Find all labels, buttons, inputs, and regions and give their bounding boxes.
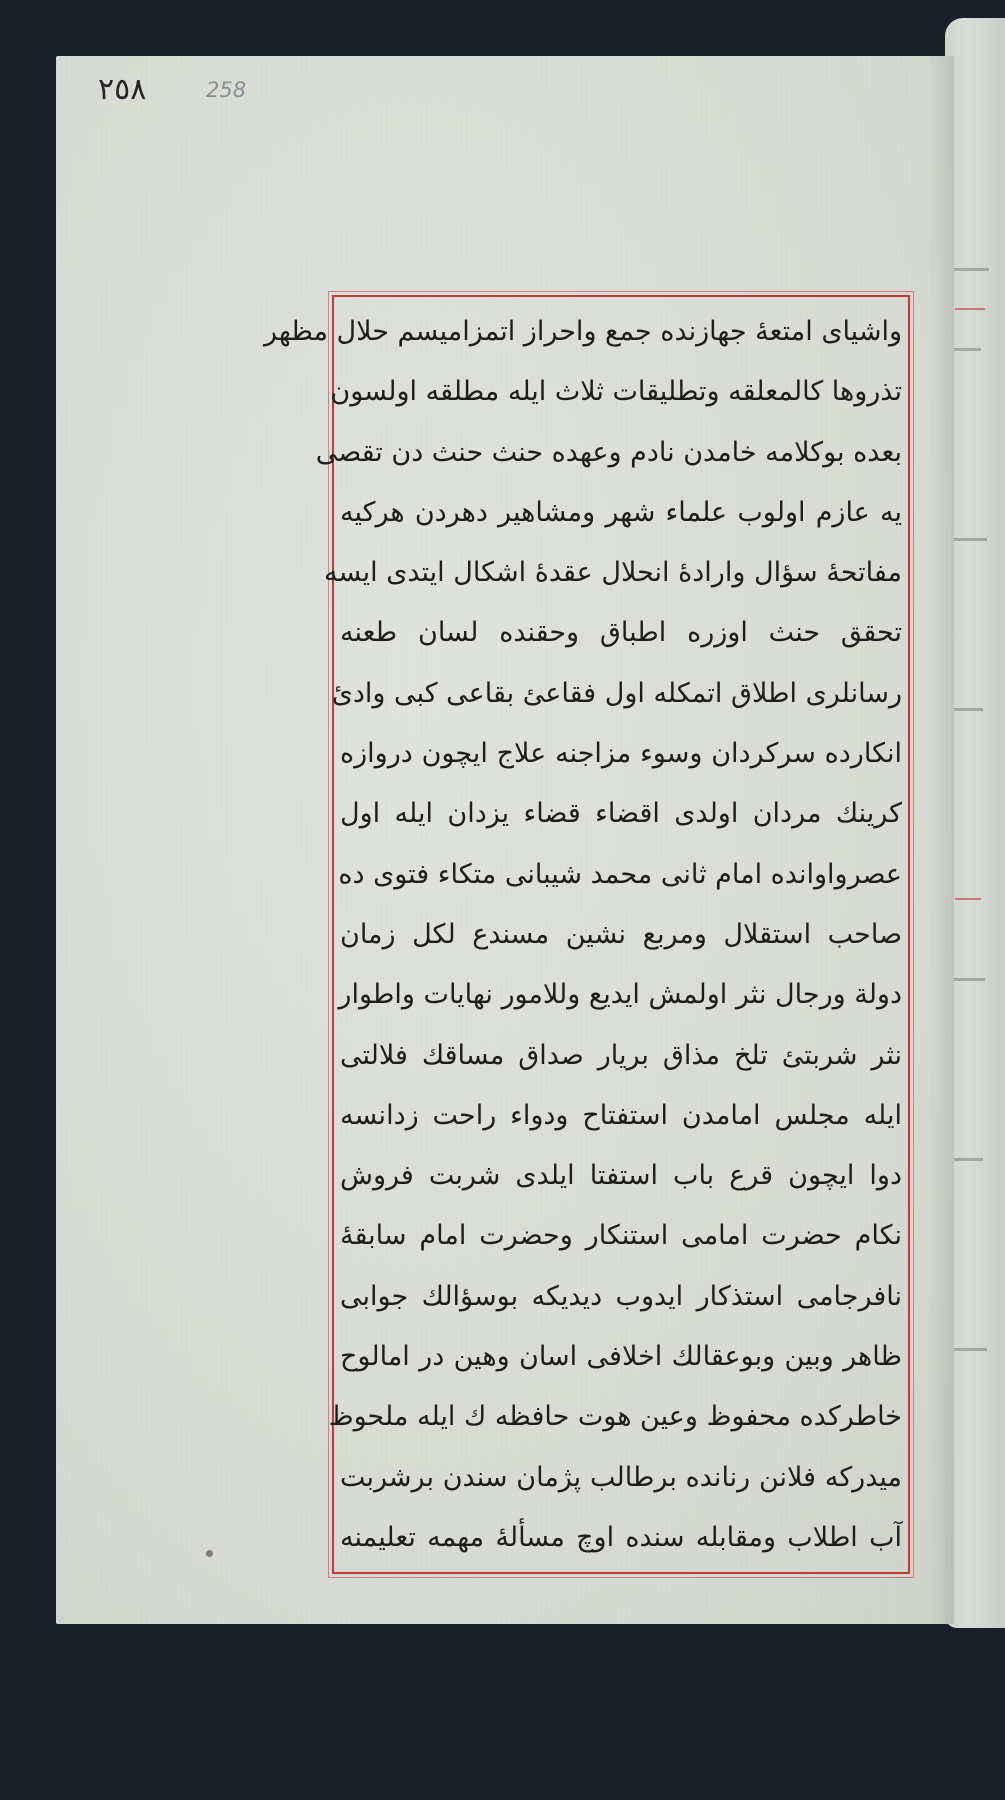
text-line: ایله مجلس امامدن استفتاح ودواء راحت زدانسه (340, 1099, 902, 1131)
text-line: واشیای امتعهٔ جهازنده جمع واحراز اتمزامیسم حلال مظهر (264, 316, 902, 347)
ink-trace (953, 708, 983, 711)
text-line: نکام حضرت امامی استنکار وحضرت امام سابقهٔ (340, 1220, 902, 1252)
folio-number: ٢٥٨ (98, 72, 147, 107)
folio-pencil-number: 258 (206, 78, 247, 102)
facing-leaf-edge (945, 18, 1005, 1628)
ink-trace (953, 348, 981, 351)
ink-trace (953, 978, 985, 981)
text-line: نثر شربتئ تلخ مذاق بریار صداق مساقك فلالتی (340, 1039, 902, 1071)
text-line: ظاهر وبین وبوعقالك اخلافی اسان وهین در امالوح (340, 1341, 902, 1373)
ink-trace (953, 1158, 983, 1161)
text-line: تحقق حنث اوزره اطباق وحقنده لسان طعنه (340, 617, 902, 649)
text-line: یه عازم اولوب علماء شهر ومشاهیر دهردن هرکیه (340, 496, 902, 528)
text-line: نافرجامی استذکار ایدوب دیدیکه بوسؤالك جوابی (340, 1280, 902, 1312)
ink-stain (206, 1550, 213, 1557)
text-block (264, 305, 902, 1564)
red-trace (955, 898, 981, 900)
text-line: رسانلری اطلاق اتمکله اول فقاعئ بقاعی کبی وادئ (331, 677, 902, 709)
ink-trace (953, 268, 989, 271)
text-line: میدرکه فلانن رنانده برطالب پژمان سندن برشربت (340, 1461, 902, 1493)
text-line: آب اطلاب ومقابله سنده اوچ مسألهٔ مهمه تعلیمنه (340, 1521, 902, 1553)
text-line: مفاتحهٔ سؤال وارادهٔ انحلال عقدهٔ اشکال ایتدی ایسه (324, 557, 902, 589)
text-line: تذروها کالمعلقه وتطلیقات ثلاث ایله مطلقه اولسون (330, 376, 902, 408)
manuscript-page (56, 56, 954, 1624)
ink-trace (953, 1348, 987, 1351)
red-trace (955, 308, 985, 310)
text-line: دوا ایچون قرع باب استفتا ایلدی شربت فروش (340, 1160, 902, 1192)
text-line: خاطرکده محفوظ وعین هوت حافظه ك ایله ملحوظ (328, 1401, 902, 1433)
text-line: عصرواوانده امام ثانی محمد شیبانی متکاء فتوی ده (338, 858, 902, 890)
text-frame (264, 295, 910, 1574)
text-line: دولة ورجال نثر اولمش ایدیع وللامور نهایات واطوار (338, 979, 902, 1011)
text-line: کرینك مردان اولدی اقضاء قضاء یزدان ایله اول (340, 798, 902, 830)
text-line: صاحب استقلال ومربع نشین مسندع لکل زمان (340, 918, 902, 950)
gutter-shadow (928, 56, 954, 1624)
ink-trace (953, 538, 987, 541)
text-line: انکارده سرکردان وسوء مزاجنه علاج ایچون دروازه (340, 738, 902, 770)
text-line: بعده بوکلامه خامدن نادم وعهده حنث حنث دن تقصی (315, 436, 902, 468)
